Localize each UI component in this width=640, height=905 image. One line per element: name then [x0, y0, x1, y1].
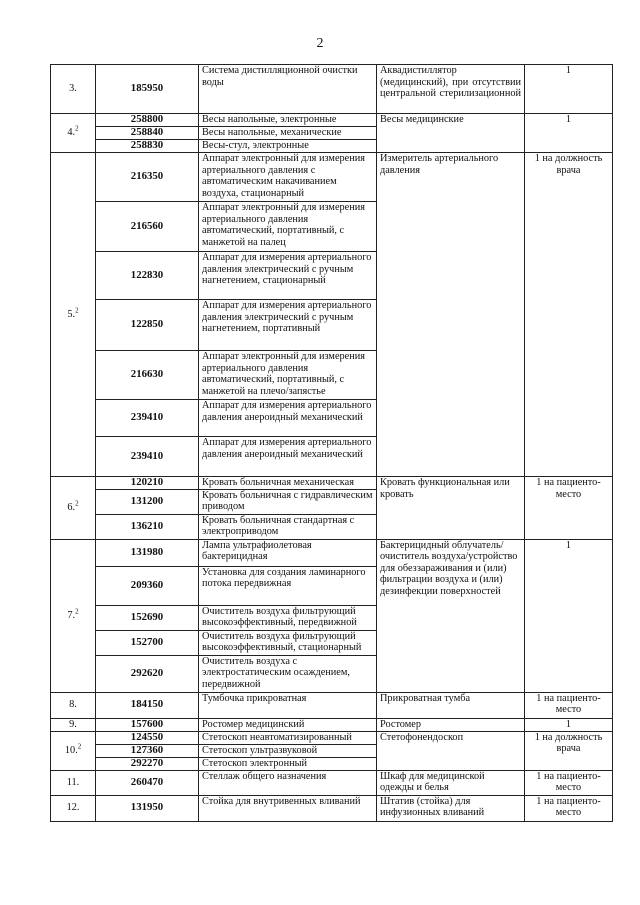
row-number: 12. — [51, 795, 96, 821]
item-name: Стеллаж общего назначения — [199, 770, 377, 795]
item-name: Весы напольные, электронные — [199, 114, 377, 127]
item-name: Аппарат для измерения артериального давления анероидный механический — [199, 400, 377, 437]
row-number: 10.$^2$ — [51, 731, 96, 770]
row-number: 4.$^2$ — [51, 114, 96, 153]
required-quantity: 1 — [525, 718, 613, 731]
table-row — [51, 795, 613, 821]
item-name: Кровать больничная механическая — [199, 477, 377, 490]
item-name: Лампа ультрафиолетовая бактерицидная — [199, 539, 377, 566]
item-code: 157600 — [96, 718, 199, 731]
equipment-type: Аквадистиллятор (медицинский), при отсутствии центральной стерилизационной — [377, 65, 525, 114]
item-name: Кровать больничная стандартная с электроприводом — [199, 514, 377, 539]
item-code: 152700 — [96, 630, 199, 655]
item-name: Стетоскоп ультразвуковой — [199, 744, 377, 757]
table-row — [51, 539, 613, 566]
item-name: Весы-стул, электронные — [199, 140, 377, 153]
page-number: 2 — [316, 36, 324, 51]
item-code: 258830 — [96, 140, 199, 153]
item-code: 292270 — [96, 757, 199, 770]
item-code: 258840 — [96, 127, 199, 140]
item-name: Весы напольные, механические — [199, 127, 377, 140]
item-name: Аппарат электронный для измерения артериального давления автоматический, портативный, с манжетой на палец — [199, 202, 377, 252]
row-number: 8. — [51, 692, 96, 718]
item-code: 122850 — [96, 300, 199, 351]
item-name: Стетоскоп неавтоматизированный — [199, 731, 377, 744]
item-name: Кровать больничная с гидравлическим приводом — [199, 489, 377, 514]
equipment-type: Весы медицинские — [377, 114, 525, 153]
item-name: Очиститель воздуха с электростатическим осаждением, передвижной — [199, 655, 377, 692]
table-row — [51, 718, 613, 731]
item-name: Система дистилляционной очистки воды — [199, 65, 377, 114]
item-code: 120210 — [96, 477, 199, 490]
item-code: 131950 — [96, 795, 199, 821]
row-number: 9. — [51, 718, 96, 731]
required-quantity: 1 — [525, 65, 613, 114]
required-quantity: 1 на пациенто-место — [525, 770, 613, 795]
item-code: 216630 — [96, 351, 199, 400]
item-code: 239410 — [96, 437, 199, 477]
item-name: Очиститель воздуха фильтрующий высокоэффективный, стационарный — [199, 630, 377, 655]
row-number: 3. — [51, 65, 96, 114]
footnote-mark: 2 — [75, 499, 79, 508]
row-number: 7.$^2$ — [51, 539, 96, 692]
footnote-mark: 2 — [75, 124, 79, 133]
item-code: 209360 — [96, 566, 199, 605]
item-code: 216350 — [96, 153, 199, 202]
equipment-type: Ростомер — [377, 718, 525, 731]
footnote-mark: 2 — [77, 742, 82, 751]
equipment-type: Измеритель артериального давления — [377, 153, 525, 477]
required-quantity: 1 на пациенто-место — [525, 477, 613, 540]
item-name: Тумбочка прикроватная — [199, 692, 377, 718]
footnote-mark: 2 — [75, 607, 79, 616]
item-code: 185950 — [96, 65, 199, 114]
item-name: Стетоскоп электронный — [199, 757, 377, 770]
table-row — [51, 770, 613, 795]
item-name: Аппарат для измерения артериального давления электрический с ручным нагнетением, портативный — [199, 300, 377, 351]
required-quantity: 1 на должность врача — [525, 153, 613, 477]
item-name: Установка для создания ламинарного потока передвижная — [199, 566, 377, 605]
item-code: 239410 — [96, 400, 199, 437]
item-code: 184150 — [96, 692, 199, 718]
required-quantity: 1 — [525, 114, 613, 153]
item-code: 258800 — [96, 114, 199, 127]
equipment-table — [50, 64, 613, 822]
table-row — [51, 153, 613, 202]
item-name: Очиститель воздуха фильтрующий высокоэффективный, передвижной — [199, 605, 377, 630]
required-quantity: 1 на пациенто-место — [525, 795, 613, 821]
equipment-type: Стетофонендоскоп — [377, 731, 525, 770]
item-name: Ростомер медицинский — [199, 718, 377, 731]
item-code: 292620 — [96, 655, 199, 692]
item-code: 216560 — [96, 202, 199, 252]
required-quantity: 1 — [525, 539, 613, 692]
item-code: 152690 — [96, 605, 199, 630]
item-code: 127360 — [96, 744, 199, 757]
row-number: 5.$^2$ — [51, 153, 96, 477]
item-code: 124550 — [96, 731, 199, 744]
required-quantity: 1 на должность врача — [525, 731, 613, 770]
table-row — [51, 477, 613, 490]
row-number: 6.$^2$ — [51, 477, 96, 540]
item-code: 136210 — [96, 514, 199, 539]
item-code: 131200 — [96, 489, 199, 514]
table-row — [51, 114, 613, 127]
item-name: Аппарат для измерения артериального давления анероидный механический — [199, 437, 377, 477]
equipment-type: Бактерицидный облучатель/очиститель воздуха/устройство для обеззараживания и (или) фильтрации воздуха и (или) дезинфекции поверхностей — [377, 539, 525, 692]
table-row — [51, 692, 613, 718]
item-name: Аппарат электронный для измерения артериального давления с автоматическим накачиванием воздуха, стационарный — [199, 153, 377, 202]
item-name: Аппарат для измерения артериального давления электрический с ручным нагнетением, стационарный — [199, 252, 377, 300]
item-code: 122830 — [96, 252, 199, 300]
equipment-type: Кровать функциональная или кровать — [377, 477, 525, 540]
required-quantity: 1 на пациенто-место — [525, 692, 613, 718]
row-number: 11. — [51, 770, 96, 795]
item-name: Стойка для внутривенных вливаний — [199, 795, 377, 821]
item-code: 131980 — [96, 539, 199, 566]
item-name: Аппарат электронный для измерения артериального давления автоматический, портативный, с манжетой на плечо/запястье — [199, 351, 377, 400]
table-row — [51, 731, 613, 744]
table-row — [51, 65, 613, 114]
equipment-type: Прикроватная тумба — [377, 692, 525, 718]
equipment-type: Штатив (стойка) для инфузионных вливаний — [377, 795, 525, 821]
equipment-type: Шкаф для медицинской одежды и белья — [377, 770, 525, 795]
footnote-mark: 2 — [75, 306, 79, 315]
item-code: 260470 — [96, 770, 199, 795]
